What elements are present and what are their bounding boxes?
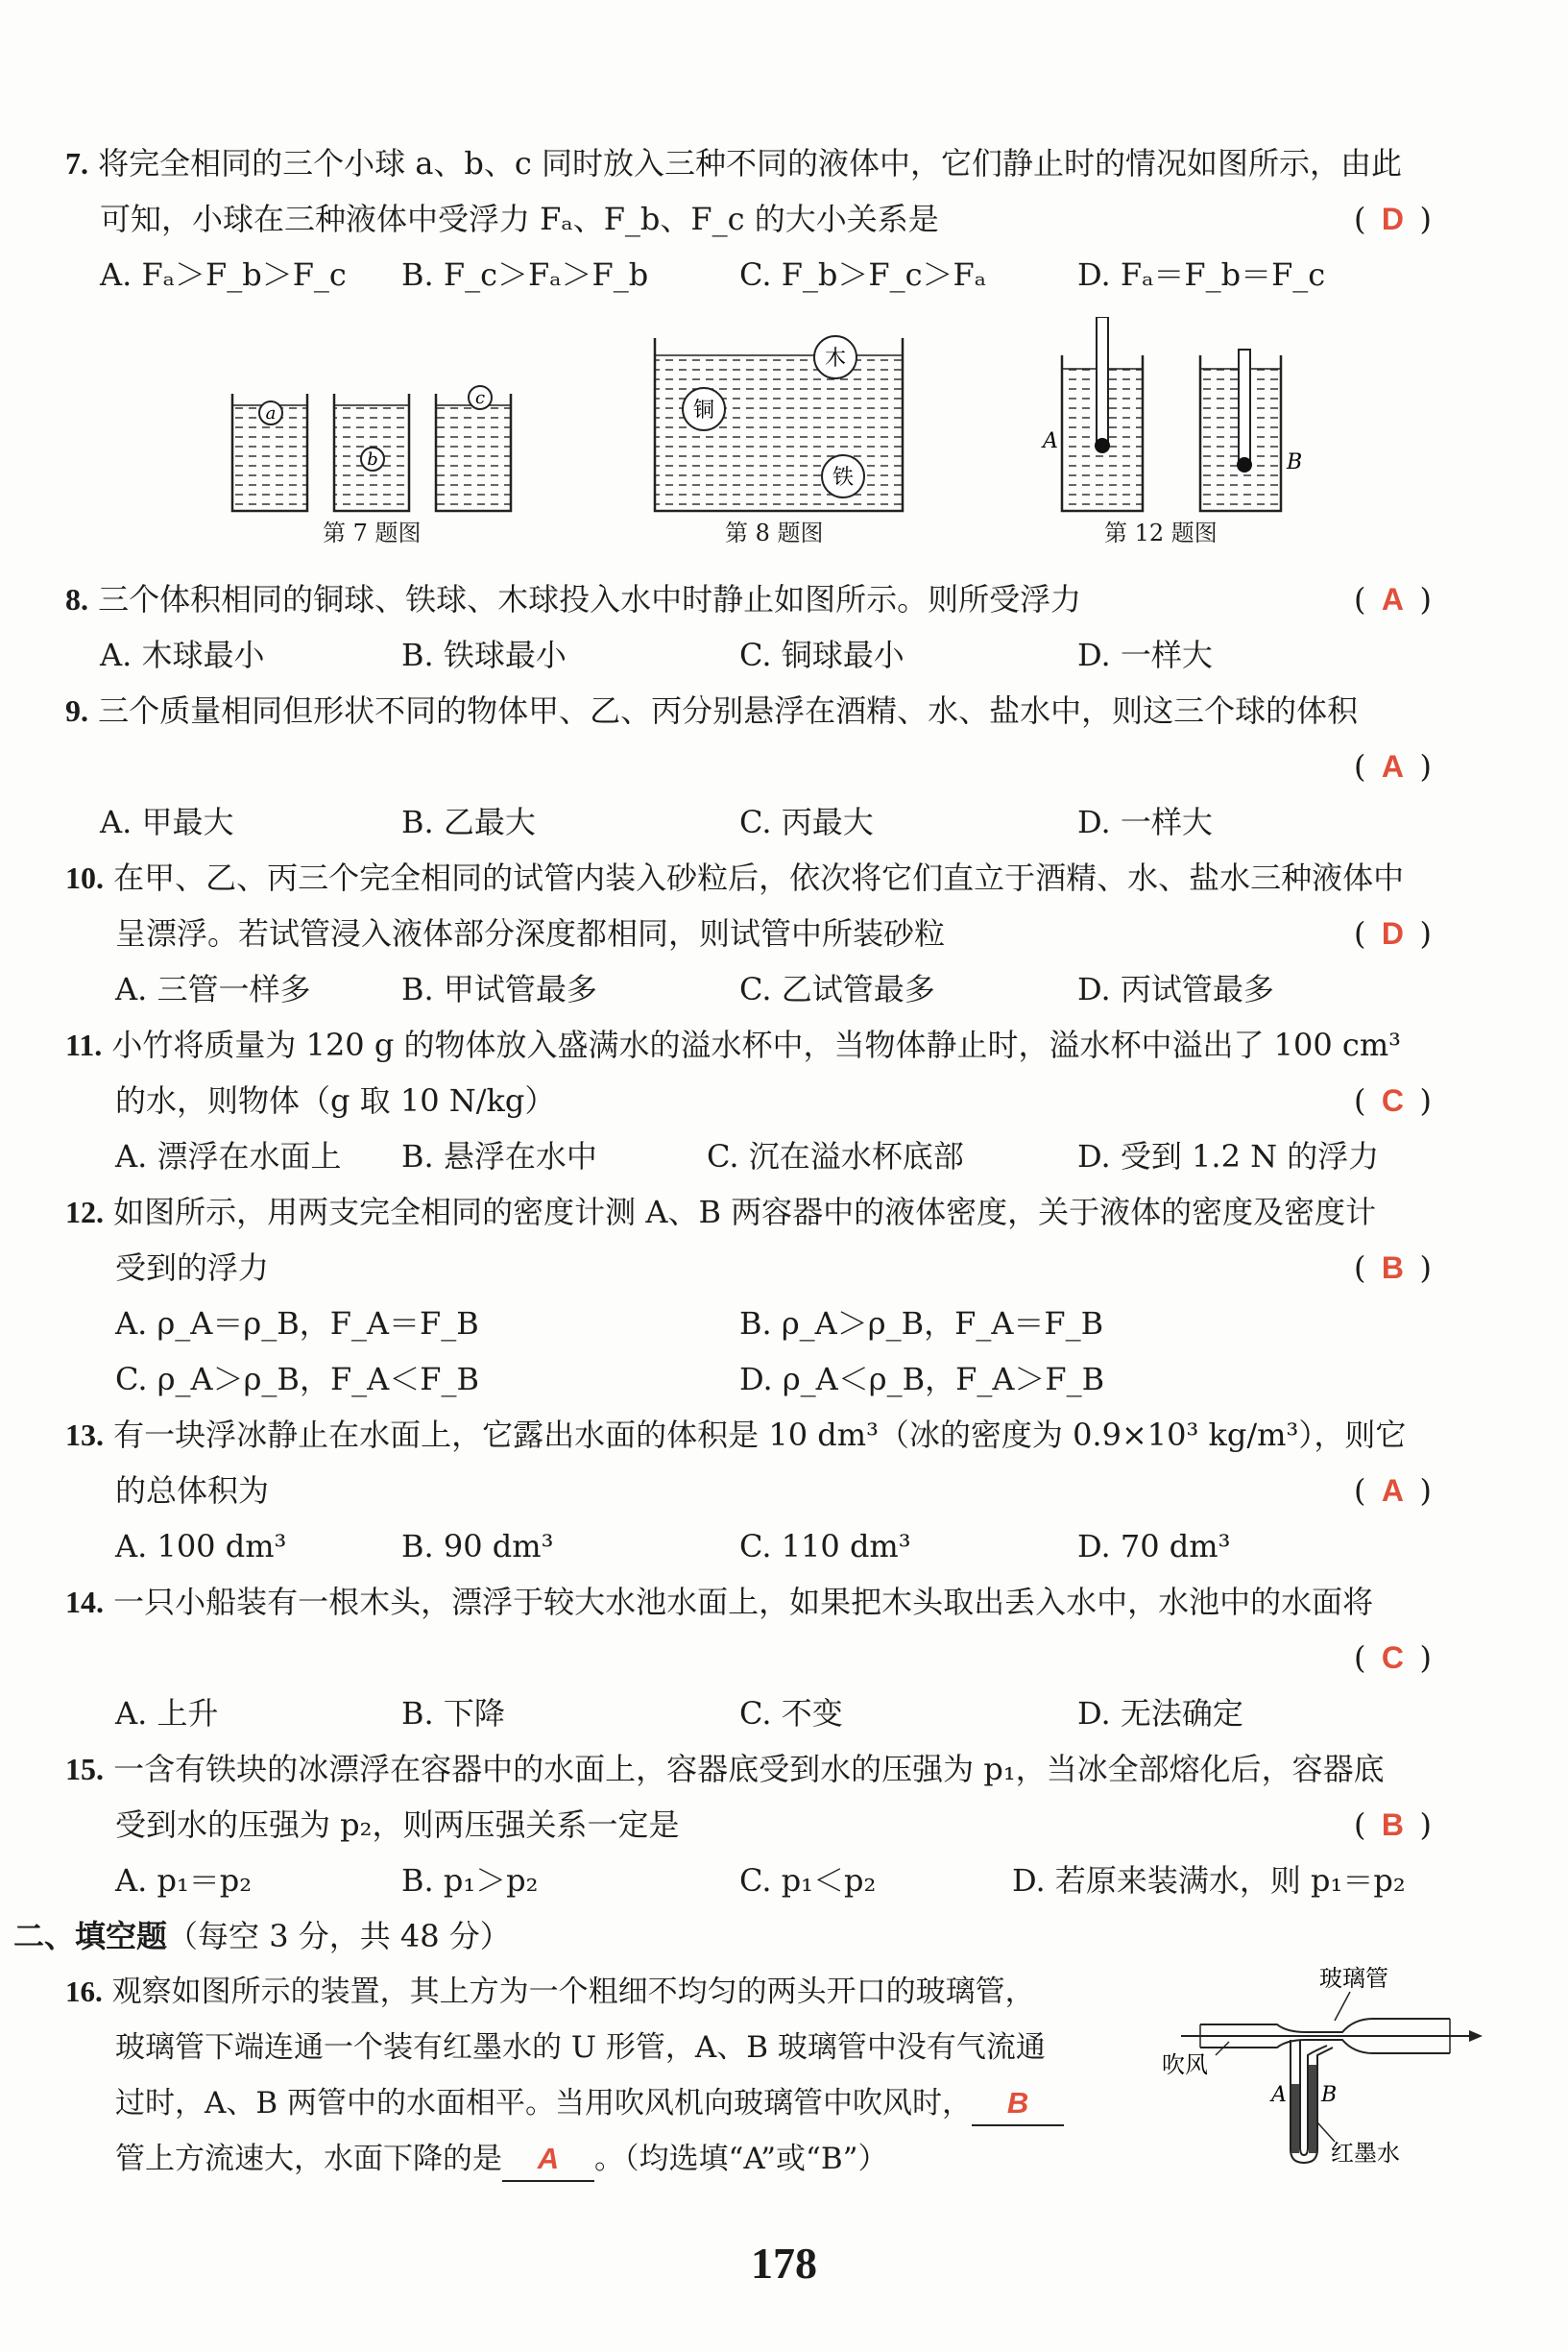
q10-option-c: C. 乙试管最多: [739, 971, 935, 1007]
iron-ball-label: 铁: [832, 466, 855, 490]
q8-text-1: 三个体积相同的铜球、铁球、木球投入水中时静止如图所示。则所受浮力: [98, 581, 1082, 618]
q8-answer: A: [1381, 582, 1405, 617]
q11-option-d: D. 受到 1.2 N 的浮力: [1077, 1138, 1380, 1175]
q13-option-d: D. 70 dm³: [1077, 1528, 1231, 1564]
q8-answer-paren: ( A ): [1354, 578, 1432, 620]
blow-label: 吹风: [1162, 2051, 1208, 2078]
q14-option-c: C. 不变: [739, 1695, 843, 1732]
q10-text-1: 在甲、乙、丙三个完全相同的试管内装入砂粒后，依次将它们直立于酒精、水、盐水三种液体中: [113, 860, 1405, 896]
q7-option-c: C. F_b＞F_c＞Fₐ: [739, 256, 987, 293]
q9-number: 9.: [65, 693, 88, 728]
q7-text-1: 将完全相同的三个小球 a、b、c 同时放入三种不同的液体中，它们静止时的情况如图所示，由此: [98, 145, 1403, 182]
q13-line-2: 的总体积为: [115, 1472, 270, 1509]
figures-row: [221, 317, 1325, 538]
fig7-caption: 第 7 题图: [323, 520, 422, 546]
q8-number: 8.: [65, 582, 88, 617]
copper-ball-label: 铜: [692, 399, 715, 423]
q11-text-1: 小竹将质量为 120 g 的物体放入盛满水的溢水杯中，当物体静止时，溢水杯中溢出了 100 cm³: [111, 1027, 1402, 1063]
q16-line-4: [115, 2138, 888, 2182]
q15-answer-paren: ( B ): [1354, 1804, 1432, 1846]
q16-text-4a: 管上方流速大，水面下降的是: [115, 2142, 502, 2176]
q12-line-2: 受到的浮力: [115, 1249, 270, 1286]
fig8-caption: 第 8 题图: [725, 520, 824, 546]
section-2-title: 二、填空题: [13, 1918, 168, 1954]
q9-answer: A: [1381, 749, 1405, 784]
section-2-heading: [13, 1915, 511, 1957]
q14-option-b: B. 下降: [401, 1695, 505, 1732]
q15-answer: B: [1381, 1807, 1405, 1842]
q13-answer-paren: ( A ): [1354, 1469, 1432, 1512]
tube-b-label: B: [1321, 2083, 1338, 2107]
q11-number: 11.: [65, 1028, 103, 1062]
q7-answer: D: [1381, 202, 1405, 236]
q9-answer-paren: ( A ): [1354, 745, 1432, 788]
q13-option-b: B. 90 dm³: [401, 1528, 554, 1564]
q10-option-a: A. 三管一样多: [115, 971, 311, 1007]
ball-a-label: a: [265, 403, 277, 424]
q14-option-a: A. 上升: [115, 1695, 219, 1732]
q15-number: 15.: [65, 1752, 104, 1786]
label-a: A: [1043, 429, 1058, 453]
q7-option-b: B. F_c＞Fₐ＞F_b: [401, 256, 649, 293]
q7-option-d: D. Fₐ＝F_b＝F_c: [1077, 256, 1326, 293]
q13-number: 13.: [65, 1418, 104, 1452]
tube-a-label: A: [1271, 2083, 1287, 2107]
q15-line-2: 受到水的压强为 p₂，则两压强关系一定是: [115, 1806, 680, 1843]
glass-tube-label: 玻璃管: [1319, 1965, 1388, 1992]
q15-option-d: D. 若原来装满水，则 p₁＝p₂: [1012, 1862, 1406, 1899]
q14-option-d: D. 无法确定: [1077, 1695, 1243, 1732]
q11-answer: C: [1381, 1083, 1405, 1118]
q13-line-1: [65, 1414, 1406, 1456]
q16-line-2: 玻璃管下端连通一个装有红墨水的 U 形管，A、B 玻璃管中没有气流通: [115, 2030, 1046, 2065]
q12-number: 12.: [65, 1195, 104, 1229]
q14-answer: C: [1381, 1640, 1405, 1675]
q12-option-b: B. ρ_A＞ρ_B，F_A＝F_B: [739, 1305, 1104, 1342]
page-number: 178: [751, 2239, 817, 2288]
q11-line-2: 的水，则物体（g 取 10 N/kg）: [115, 1082, 556, 1119]
q16-line-3: [115, 2082, 1064, 2126]
q16-text-4b: 。（均选填“A”或“B”）: [594, 2142, 888, 2176]
q10-number: 10.: [65, 860, 104, 895]
wood-ball-label: 木: [824, 347, 847, 371]
q16-blank-1[interactable]: B: [972, 2082, 1064, 2126]
q10-answer: D: [1381, 916, 1405, 951]
q15-option-a: A. p₁＝p₂: [115, 1862, 253, 1899]
hydrometer-b-bulb: [1237, 457, 1252, 473]
q9-option-c: C. 丙最大: [739, 804, 874, 840]
q10-answer-paren: ( D ): [1354, 912, 1432, 955]
q14-line-1: [65, 1581, 1373, 1623]
label-b: B: [1287, 450, 1303, 474]
q12-line-1: [65, 1191, 1376, 1233]
q12-option-a: A. ρ_A＝ρ_B，F_A＝F_B: [115, 1305, 479, 1342]
q16-line-1: [65, 1971, 1035, 2013]
q9-line-1: [65, 690, 1358, 732]
q10-option-d: D. 丙试管最多: [1077, 971, 1274, 1007]
hydrometer-a-bulb: [1095, 438, 1110, 453]
q9-option-a: A. 甲最大: [100, 804, 234, 840]
q8-option-c: C. 铜球最小: [739, 637, 905, 673]
q12-answer: B: [1381, 1250, 1405, 1285]
q10-option-b: B. 甲试管最多: [401, 971, 597, 1007]
q9-option-b: B. 乙最大: [401, 804, 536, 840]
fig12-hydrometers: [1041, 317, 1302, 511]
ball-c-label: c: [474, 388, 486, 408]
q13-text-1: 有一块浮冰静止在水面上，它露出水面的体积是 10 dm³（冰的密度为 0.9×10³ kg/m³），则它: [113, 1417, 1407, 1453]
q16-text-3: 过时，A、B 两管中的水面相平。当用吹风机向玻璃管中吹风时，: [115, 2086, 973, 2121]
q12-option-d: D. ρ_A＜ρ_B，F_A＞F_B: [739, 1361, 1105, 1397]
q16-text-1: 观察如图所示的装置，其上方为一个粗细不均匀的两头开口的玻璃管，: [111, 1975, 1035, 2009]
red-ink-label: 红墨水: [1331, 2140, 1400, 2167]
q14-number: 14.: [65, 1585, 104, 1619]
q11-option-a: A. 漂浮在水面上: [115, 1138, 342, 1175]
q7-line-2: 可知，小球在三种液体中受浮力 Fₐ、F_b、F_c 的大小关系是: [100, 201, 939, 237]
q13-option-a: A. 100 dm³: [115, 1528, 287, 1564]
ball-b-label: b: [367, 449, 378, 470]
fig7-beakers: [232, 386, 511, 511]
fig16-venturi: [1162, 1959, 1488, 2170]
q12-option-c: C. ρ_A＞ρ_B，F_A＜F_B: [115, 1361, 479, 1397]
q7-line-1: [65, 142, 1402, 184]
q10-line-1: [65, 857, 1404, 899]
q8-line-1: [65, 578, 1081, 620]
q9-option-d: D. 一样大: [1077, 804, 1213, 840]
q11-line-1: [65, 1024, 1401, 1066]
q14-text-1: 一只小船装有一根木头，漂浮于较大水池水面上，如果把木头取出丢入水中，水池中的水面将: [113, 1584, 1374, 1620]
q12-answer-paren: ( B ): [1354, 1247, 1432, 1289]
q8-option-d: D. 一样大: [1077, 637, 1213, 673]
q14-answer-paren: ( C ): [1354, 1636, 1432, 1679]
q8-option-b: B. 铁球最小: [401, 637, 567, 673]
q12-text-1: 如图所示，用两支完全相同的密度计测 A、B 两容器中的液体密度，关于液体的密度及密度计: [113, 1194, 1377, 1230]
q13-answer: A: [1381, 1473, 1405, 1508]
q7-answer-paren: ( D ): [1354, 198, 1432, 240]
q15-text-1: 一含有铁块的冰漂浮在容器中的水面上，容器底受到水的压强为 p₁，当冰全部熔化后，容器底: [113, 1751, 1385, 1787]
q11-option-c: C. 沉在溢水杯底部: [707, 1138, 964, 1175]
fig8-tank: [655, 336, 903, 511]
q16-blank-2[interactable]: A: [502, 2138, 594, 2182]
q7-number: 7.: [65, 146, 88, 181]
q10-line-2: 呈漂浮。若试管浸入液体部分深度都相同，则试管中所装砂粒: [115, 915, 946, 952]
q13-option-c: C. 110 dm³: [739, 1528, 911, 1564]
q16-number: 16.: [65, 1975, 103, 2008]
section-2-note: （每空 3 分，共 48 分）: [167, 1918, 511, 1954]
fig12-caption: 第 12 题图: [1104, 520, 1218, 546]
q11-option-b: B. 悬浮在水中: [401, 1138, 597, 1175]
q7-option-a: A. Fₐ＞F_b＞F_c: [100, 256, 347, 293]
q15-line-1: [65, 1748, 1385, 1790]
q8-option-a: A. 木球最小: [100, 637, 265, 673]
q15-option-b: B. p₁＞p₂: [401, 1862, 539, 1899]
q9-text-1: 三个质量相同但形状不同的物体甲、乙、丙分别悬浮在酒精、水、盐水中，则这三个球的体积: [98, 692, 1359, 729]
q11-answer-paren: ( C ): [1354, 1079, 1432, 1122]
q15-option-c: C. p₁＜p₂: [739, 1862, 877, 1899]
